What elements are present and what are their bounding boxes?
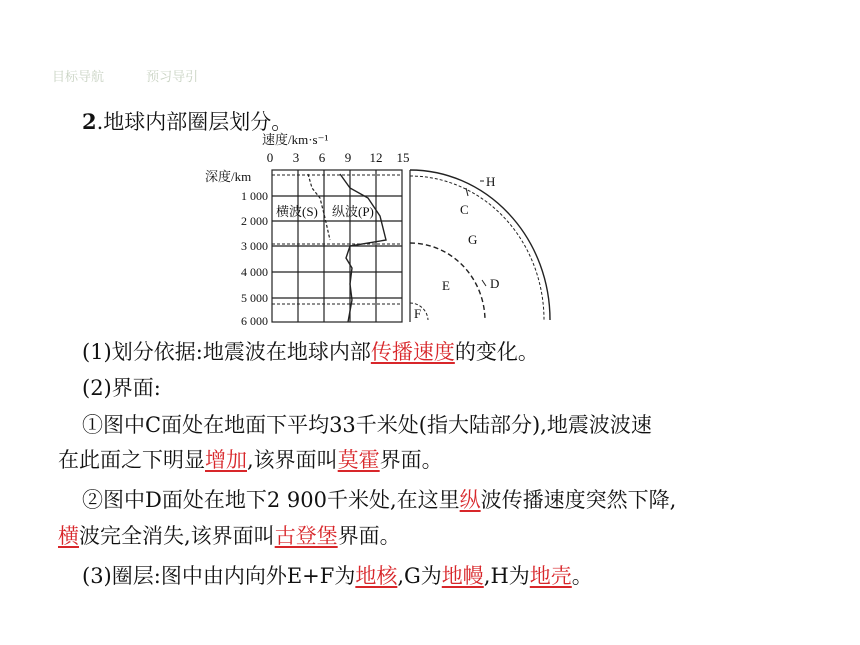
p5-text-mid1: ,G为 [397, 564, 442, 588]
p3-text-mid: ,该界面叫 [247, 448, 338, 472]
depth-tick: 2 000 [241, 214, 268, 228]
boundary-lines [272, 175, 402, 304]
p4-text-mid: 波完全消失,该界面叫 [79, 524, 275, 548]
speed-axis-label: 速度/km·s⁻¹ [262, 132, 329, 147]
layer-label-h: H [486, 174, 496, 189]
nav-item-goals[interactable]: 目标导航 [52, 70, 105, 85]
answer-moho: 莫霍 [337, 448, 380, 472]
paragraph-2: (2)界面: [82, 376, 161, 400]
paragraph-1 [82, 336, 539, 366]
p4-text-end: 波传播速度突然下降, [480, 488, 677, 512]
speed-tick: 6 [318, 150, 326, 165]
paragraph-5 [82, 560, 593, 590]
p3-text-end: 界面。 [379, 448, 443, 472]
depth-axis-label: 深度/km [205, 169, 252, 184]
p-wave-label: 纵波(P) [332, 204, 374, 219]
depth-tick: 1 000 [241, 189, 268, 203]
speed-tick: 3 [292, 150, 300, 165]
depth-tick: 6 000 [241, 314, 268, 328]
depth-tick: 4 000 [241, 265, 268, 279]
earth-interior-figure [200, 128, 560, 328]
answer-increase: 增加 [205, 448, 247, 472]
p4-text-end2: 界面。 [337, 524, 401, 548]
speed-tick: 12 [369, 150, 383, 165]
speed-tick: 0 [266, 150, 274, 165]
speed-tick: 15 [396, 150, 410, 165]
depth-tick: 5 000 [241, 291, 268, 305]
answer-core: 地核 [355, 564, 398, 588]
answer-propagation-speed: 传播速度 [370, 340, 455, 364]
nav-item-preview[interactable]: 预习导引 [146, 70, 199, 85]
paragraph-4-line-2 [58, 520, 401, 550]
speed-tick: 9 [344, 150, 352, 165]
section-title-text: .地球内部圈层划分。 [96, 110, 293, 134]
chart-grid [272, 170, 402, 322]
layer-label-f: F [414, 306, 422, 321]
section-number: 2 [82, 109, 97, 134]
p1-text-end: 的变化。 [454, 340, 539, 364]
answer-gutenberg: 古登堡 [274, 524, 338, 548]
layer-label-g: G [468, 232, 478, 247]
nav-bar [52, 66, 236, 85]
p1-text: (1)划分依据:地震波在地球内部 [82, 340, 371, 364]
paragraph-4-line-1 [82, 484, 676, 514]
p4-text: ②图中D面处在地下2 900千米处,在这里 [82, 488, 460, 512]
p5-text-mid2: ,H为 [483, 564, 530, 588]
layer-labels [414, 174, 499, 321]
speed-ticks [267, 150, 410, 165]
answer-transverse: 横 [58, 524, 79, 548]
depth-ticks [241, 189, 268, 328]
answer-crust: 地壳 [529, 564, 572, 588]
layer-label-d: D [490, 276, 500, 291]
answer-longitudinal: 纵 [459, 488, 481, 512]
p5-text-end: 。 [571, 564, 593, 588]
earth-section [410, 170, 550, 322]
paragraph-3-line-1: ①图中C面处在地面下平均33千米处(指大陆部分),地震波波速 [82, 413, 652, 437]
layer-label-c: C [460, 202, 469, 217]
paragraph-3-line-2 [58, 444, 443, 474]
p3-text: 在此面之下明显 [58, 448, 205, 472]
s-wave-label: 横波(S) [276, 204, 318, 219]
depth-tick: 3 000 [241, 239, 268, 253]
answer-mantle: 地幔 [441, 564, 484, 588]
layer-label-e: E [442, 278, 450, 293]
p5-text: (3)圈层:图中由内向外E+F为 [82, 564, 356, 588]
